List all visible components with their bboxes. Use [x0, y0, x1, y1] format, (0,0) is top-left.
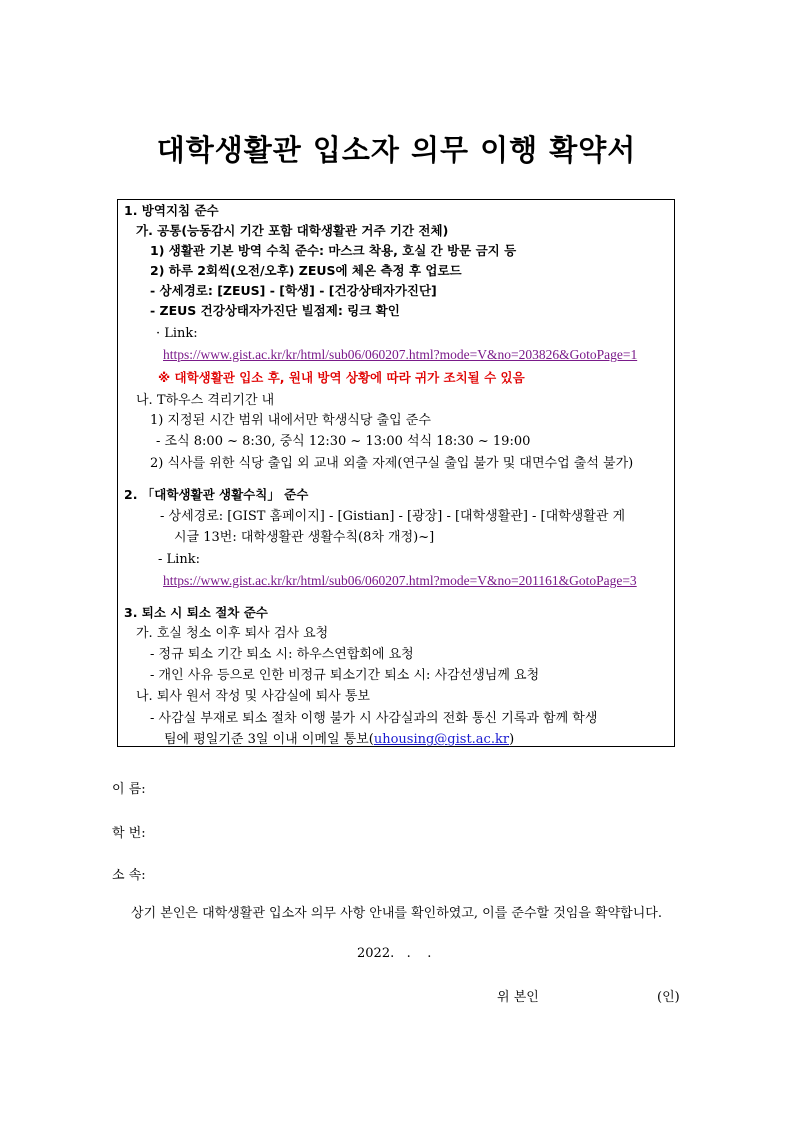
section-1-item-b: 나. T하우스 격리기간 내	[136, 393, 275, 408]
section-3-item-a: 가. 호실 청소 이후 퇴사 검사 요청	[136, 626, 329, 641]
section-1-item-b2: - 조식 8:00 ~ 8:30, 중식 12:30 ~ 13:00 석식 18:30 ~ 19:00	[156, 434, 531, 449]
section-3-heading: 3. 퇴소 시 퇴소 절차 준수	[124, 605, 268, 620]
signing-date: 2022. . .	[357, 946, 432, 961]
section-2-link-label: - Link:	[158, 552, 200, 567]
section-1-item-b1: 1) 지정된 시간 범위 내에서만 학생식당 출입 준수	[150, 413, 431, 428]
signer-label: 위 본인	[497, 990, 539, 1005]
section-3-item-b2-text: 팀에 평일기준 3일 이내 이메일 통보(	[164, 732, 374, 747]
section-1-heading: 1. 방역지침 준수	[124, 203, 219, 218]
section-2-heading: 2. 「대학생활관 생활수칙」 준수	[124, 487, 309, 502]
section-3-item-b1: - 사감실 부재로 퇴소 절차 이행 불가 시 사감실과의 전화 통신 기록과 함께 학생	[150, 711, 598, 726]
document-title: 대학생활관 입소자 의무 이행 확약서	[156, 133, 637, 167]
pledge-statement: 상기 본인은 대학생활관 입소자 의무 사항 안내를 확인하였고, 이를 준수할 것임을 확약합니다.	[131, 906, 662, 921]
section-3-item-a2: - 개인 사유 등으로 인한 비정규 퇴소기간 퇴소 시: 사감선생님께 요청	[150, 668, 540, 683]
section-1-item-a4: - ZEUS 건강상태자가진단 빌점제: 링크 확인	[150, 303, 400, 318]
contact-email-link[interactable]: uhousing@gist.ac.kr	[373, 732, 510, 747]
section-1-link[interactable]: https://www.gist.ac.kr/kr/html/sub06/060207.html?mode=V&no=203826&GotoPage=1	[163, 347, 638, 362]
pledge-content-box	[117, 199, 675, 747]
section-1-item-a2: 2) 하루 2회씩(오전/오후) ZEUS에 체온 측정 후 업로드	[150, 263, 462, 278]
section-1-item-b3: 2) 식사를 위한 식당 출입 외 교내 외출 자제(연구실 출입 불가 및 대면수업 출석 불가)	[150, 456, 634, 471]
section-1-notice: ※ 대학생활관 입소 후, 원내 방역 상황에 따라 귀가 조치될 수 있음	[158, 370, 525, 385]
name-field-label: 이 름:	[112, 782, 146, 797]
section-2-link[interactable]: https://www.gist.ac.kr/kr/html/sub06/060207.html?mode=V&no=201161&GotoPage=3	[163, 573, 637, 588]
section-3-item-b2	[164, 732, 514, 748]
section-1-link-label: · Link:	[156, 326, 198, 341]
department-field-label: 소 속:	[112, 868, 146, 883]
section-1-item-a: 가. 공통(능동감시 기간 포함 대학생활관 거주 기간 전체)	[136, 223, 449, 238]
section-1-item-a1: 1) 생활관 기본 방역 수칙 준수: 마스크 착용, 호실 간 방문 금지 등	[150, 243, 517, 258]
seal-mark: (인)	[657, 990, 680, 1005]
section-1-item-a3: - 상세경로: [ZEUS] - [학생] - [건강상태자가진단]	[150, 283, 437, 298]
section-2-path-line1: - 상세경로: [GIST 홈페이지] - [Gistian] - [광장] - [대학생활관] - [대학생활관 게	[160, 509, 626, 524]
section-3-item-b2-close: )	[509, 732, 515, 747]
student-id-field-label: 학 번:	[112, 826, 146, 841]
section-3-item-b: 나. 퇴사 원서 작성 및 사감실에 퇴사 통보	[136, 689, 370, 704]
section-2-path-line2: 시글 13번: 대학생활관 생활수칙(8차 개정)~]	[174, 530, 435, 545]
section-3-item-a1: - 정규 퇴소 기간 퇴소 시: 하우스연합회에 요청	[150, 647, 414, 662]
